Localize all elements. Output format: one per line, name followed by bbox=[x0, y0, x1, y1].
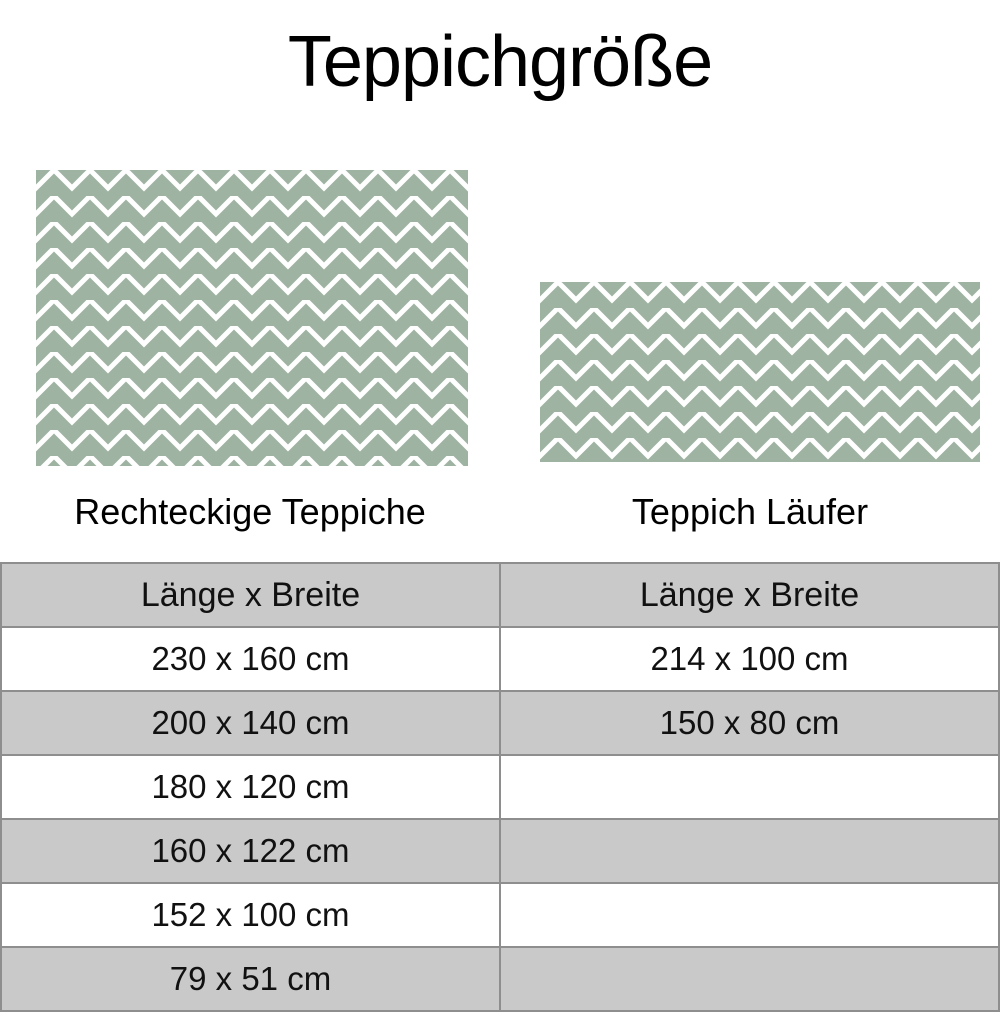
table-header-row bbox=[1, 563, 999, 627]
rectangular-rug-caption: Rechteckige Teppiche bbox=[74, 491, 426, 532]
size-table bbox=[0, 562, 1000, 1012]
table-cell-runner-empty bbox=[500, 755, 999, 819]
table-cell-rectangular-size: 160 x 122 cm bbox=[1, 819, 500, 883]
runner-rug-swatch bbox=[540, 282, 980, 462]
table-cell-runner-empty bbox=[500, 883, 999, 947]
chevron-pattern-icon bbox=[540, 282, 980, 462]
table-header-runner: Länge x Breite bbox=[500, 563, 999, 627]
chevron-pattern-icon bbox=[36, 170, 468, 466]
runner-rug-caption: Teppich Läufer bbox=[631, 491, 869, 532]
table-row bbox=[1, 627, 999, 691]
table-cell-runner-empty bbox=[500, 819, 999, 883]
table-cell-rectangular-size: 79 x 51 cm bbox=[1, 947, 500, 1011]
table-row bbox=[1, 755, 999, 819]
table-row bbox=[1, 819, 999, 883]
table-cell-runner-size: 150 x 80 cm bbox=[500, 691, 999, 755]
table-row bbox=[1, 883, 999, 947]
table-row bbox=[1, 947, 999, 1011]
table-row bbox=[1, 691, 999, 755]
page-title: Teppichgröße bbox=[287, 22, 713, 102]
table-cell-rectangular-size: 152 x 100 cm bbox=[1, 883, 500, 947]
table-cell-runner-size: 214 x 100 cm bbox=[500, 627, 999, 691]
table-cell-rectangular-size: 200 x 140 cm bbox=[1, 691, 500, 755]
table-cell-rectangular-size: 180 x 120 cm bbox=[1, 755, 500, 819]
table-header-rectangular: Länge x Breite bbox=[1, 563, 500, 627]
rectangular-rug-swatch bbox=[36, 170, 468, 466]
table-cell-runner-empty bbox=[500, 947, 999, 1011]
table-cell-rectangular-size: 230 x 160 cm bbox=[1, 627, 500, 691]
